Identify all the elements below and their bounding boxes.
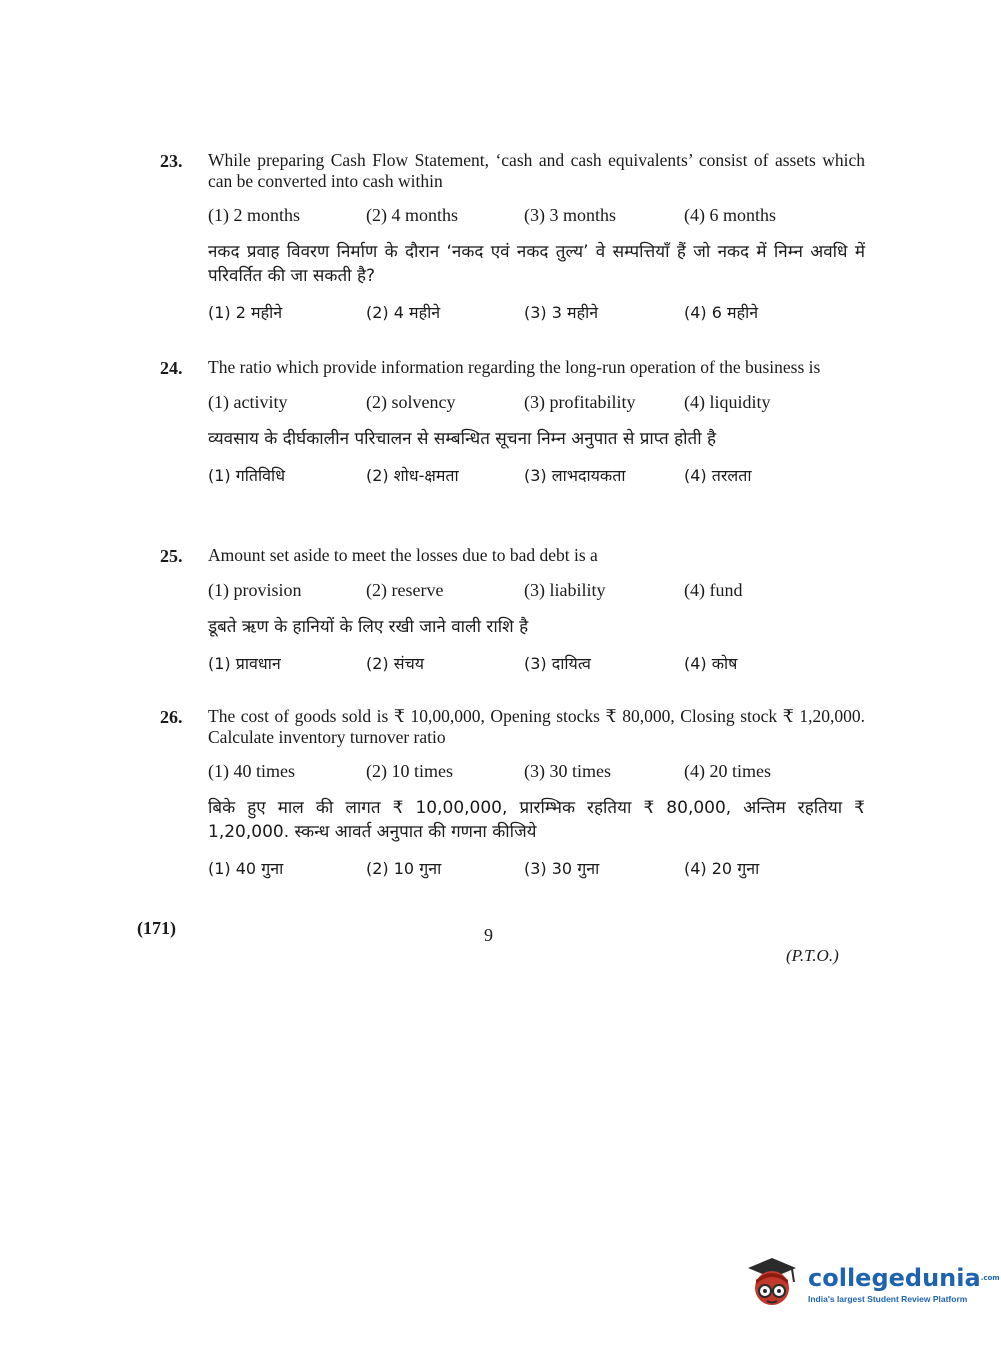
- question-25: [160, 545, 865, 675]
- option-1-hindi: (1) प्रावधान: [208, 654, 281, 673]
- option-1-hindi: (1) गतिविधि: [208, 466, 286, 485]
- question-26: [160, 706, 865, 880]
- answer-options: [208, 204, 865, 226]
- question-text-hindi: डूबते ऋण के हानियों के लिए रखी जाने वाली राशि है: [208, 617, 529, 637]
- option-2-hindi: (2) शोध-क्षमता: [366, 466, 459, 485]
- question-text: The cost of goods sold is ₹ 10,00,000, Opening stocks ₹ 80,000, Closing stock ₹ 1,20,000. Calculate inventory turnover ratio: [208, 706, 865, 747]
- question-number: 26.: [160, 707, 183, 727]
- question-number: 23.: [160, 151, 183, 171]
- pto-label: (P.T.O.): [786, 946, 839, 965]
- brand-watermark: [742, 1252, 1000, 1316]
- question-23: [160, 150, 865, 324]
- option-4: (4) 20 times: [684, 761, 771, 781]
- option-2: (2) solvency: [366, 392, 456, 412]
- option-1: (1) activity: [208, 392, 288, 412]
- brand-suffix: .com: [980, 1274, 1000, 1282]
- option-4: (4) 6 months: [684, 205, 776, 225]
- option-3-hindi: (3) लाभदायकता: [524, 466, 626, 485]
- option-4-hindi: (4) तरलता: [684, 466, 752, 485]
- answer-options: [208, 579, 865, 601]
- option-3: (3) 30 times: [524, 761, 611, 781]
- option-3: (3) profitability: [524, 392, 636, 412]
- option-1: (1) 2 months: [208, 205, 300, 225]
- paper-code: (171): [137, 918, 176, 938]
- option-1-hindi: (1) 2 महीने: [208, 303, 283, 322]
- option-1: (1) provision: [208, 580, 302, 600]
- option-2-hindi: (2) 10 गुना: [366, 859, 442, 878]
- option-2: (2) reserve: [366, 580, 444, 600]
- option-1-hindi: (1) 40 गुना: [208, 859, 284, 878]
- brand-tagline: India's largest Student Review Platform: [808, 1294, 968, 1304]
- option-2: (2) 10 times: [366, 761, 453, 781]
- option-4-hindi: (4) 20 गुना: [684, 859, 760, 878]
- option-3: (3) 3 months: [524, 205, 616, 225]
- answer-options: [208, 760, 865, 782]
- question-number: 24.: [160, 358, 183, 378]
- answer-options-hindi: [208, 302, 865, 324]
- answer-options-hindi: [208, 465, 865, 487]
- page-number: 9: [484, 925, 493, 945]
- option-3: (3) liability: [524, 580, 606, 600]
- option-2-hindi: (2) संचय: [366, 654, 425, 673]
- option-3-hindi: (3) 30 गुना: [524, 859, 600, 878]
- option-4-hindi: (4) कोष: [684, 654, 738, 673]
- question-text: Amount set aside to meet the losses due to bad debt is a: [208, 545, 598, 565]
- option-2: (2) 4 months: [366, 205, 458, 225]
- option-3-hindi: (3) दायित्व: [524, 654, 591, 673]
- brand-name: collegedunia$^{.com}$: [808, 1264, 1000, 1292]
- question-text: While preparing Cash Flow Statement, ‘cash and cash equivalents’ consist of assets which can be converted into cash within: [208, 150, 865, 191]
- option-4: (4) liquidity: [684, 392, 771, 412]
- student-mascot-icon: [742, 1254, 802, 1314]
- option-2-hindi: (2) 4 महीने: [366, 303, 441, 322]
- question-number: 25.: [160, 546, 183, 566]
- option-4: (4) fund: [684, 580, 743, 600]
- question-text-hindi: बिके हुए माल की लागत ₹ 10,00,000, प्रारम्भिक रहतिया ₹ 80,000, अन्तिम रहतिया ₹ 1,20,000. स्कन्ध आवर्त अनुपात की गणना कीजिये: [208, 798, 865, 842]
- brand-text: [808, 1264, 1000, 1304]
- question-24: [160, 357, 865, 487]
- question-text-hindi: व्यवसाय के दीर्घकालीन परिचालन से सम्बन्धित सूचना निम्न अनुपात से प्राप्त होती है: [208, 429, 717, 449]
- option-1: (1) 40 times: [208, 761, 295, 781]
- option-3-hindi: (3) 3 महीने: [524, 303, 599, 322]
- question-text-hindi: नकद प्रवाह विवरण निर्माण के दौरान ‘नकद एवं नकद तुल्य’ वे सम्पत्तियाँ हैं जो नकद में निम्न अवधि में परिवर्तित की जा सकती है?: [208, 242, 865, 286]
- option-4-hindi: (4) 6 महीने: [684, 303, 759, 322]
- question-text: The ratio which provide information regarding the long-run operation of the business is: [208, 357, 821, 377]
- answer-options-hindi: [208, 653, 865, 675]
- answer-options: [208, 391, 865, 413]
- answer-options-hindi: [208, 858, 865, 880]
